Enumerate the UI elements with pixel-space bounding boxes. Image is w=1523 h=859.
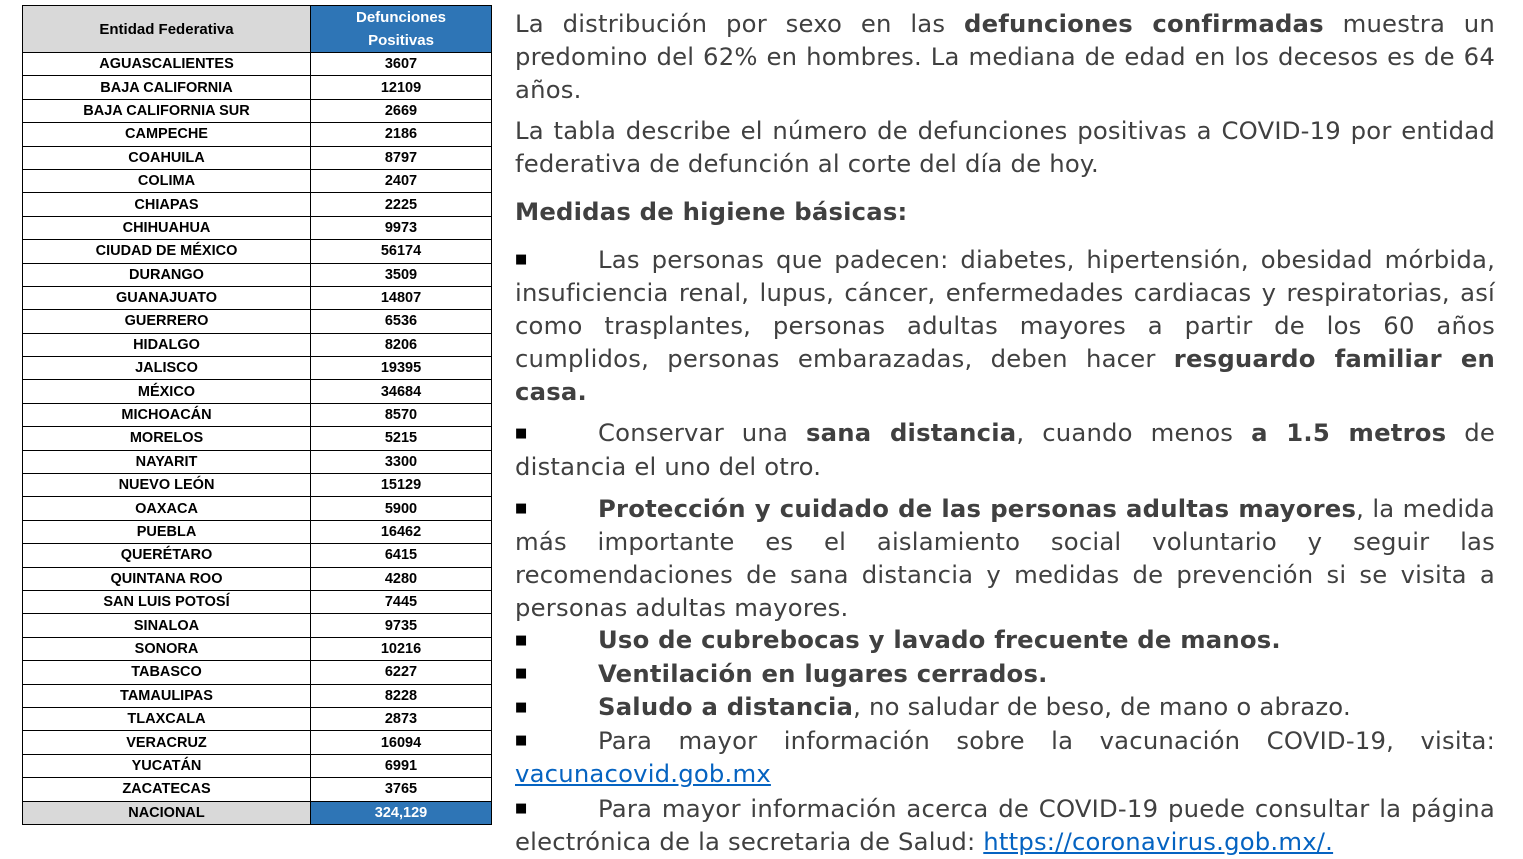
state-name-cell: GUERRERO: [23, 310, 311, 333]
deaths-value-cell: 5215: [311, 427, 492, 450]
state-name-cell: CAMPECHE: [23, 123, 311, 146]
deaths-value-cell: 2873: [311, 707, 492, 730]
hygiene-heading: Medidas de higiene básicas:: [515, 196, 908, 226]
state-name-cell: DURANGO: [23, 263, 311, 286]
table-row: [23, 637, 492, 660]
state-name-cell: PUEBLA: [23, 520, 311, 543]
table-row: [23, 357, 492, 380]
deaths-value-cell: 12109: [311, 76, 492, 99]
state-name-cell: JALISCO: [23, 357, 311, 380]
vacunacovid-link[interactable]: vacunacovid.gob.mx: [515, 758, 771, 788]
table-row: [23, 590, 492, 613]
bullet-square-icon: ■: [515, 801, 528, 817]
state-name-cell: YUCATÁN: [23, 754, 311, 777]
state-name-cell: TABASCO: [23, 661, 311, 684]
deaths-by-state-table: [22, 5, 492, 825]
table-row: [23, 707, 492, 730]
header-deaths-line1: Defunciones: [355, 9, 446, 26]
deaths-value-cell: 3300: [311, 450, 492, 473]
table-row: [23, 731, 492, 754]
state-name-cell: COLIMA: [23, 169, 311, 192]
deaths-value-cell: 15129: [311, 474, 492, 497]
state-name-cell: COAHUILA: [23, 146, 311, 169]
b2-text-e: de distancia el uno del otro.: [515, 418, 1495, 481]
bullet-square-icon: ■: [515, 733, 528, 749]
total-label: NACIONAL: [23, 801, 311, 824]
deaths-value-cell: 16094: [311, 731, 492, 754]
deaths-value-cell: 9973: [311, 216, 492, 239]
deaths-value-cell: 8206: [311, 333, 492, 356]
bullet-square-icon: ■: [515, 501, 528, 517]
table-row: [23, 99, 492, 122]
state-name-cell: HIDALGO: [23, 333, 311, 356]
state-name-cell: GUANAJUATO: [23, 286, 311, 309]
table-row: [23, 567, 492, 590]
state-name-cell: NUEVO LEÓN: [23, 474, 311, 497]
p1-text-a: La distribución por sexo en las: [515, 9, 964, 38]
p1-text-bold: defunciones confirmadas: [964, 9, 1324, 38]
text-column: [515, 8, 1495, 859]
state-name-cell: BAJA CALIFORNIA SUR: [23, 99, 311, 122]
deaths-value-cell: 7445: [311, 590, 492, 613]
table-row: [23, 146, 492, 169]
deaths-value-cell: 10216: [311, 637, 492, 660]
state-name-cell: VERACRUZ: [23, 731, 311, 754]
header-state: Entidad Federativa: [23, 6, 311, 53]
state-name-cell: AGUASCALIENTES: [23, 53, 311, 76]
b8-text: Para mayor información acerca de COVID-19 puede consultar la página electrónica de la secretaria de Salud:: [515, 793, 1495, 857]
table-row: [23, 216, 492, 239]
b2-text-a: Conservar una: [598, 418, 806, 448]
table-row: [23, 169, 492, 192]
table-header-row: [23, 6, 492, 53]
table-row: [23, 520, 492, 543]
bullet-healthy-distance: [515, 417, 1495, 483]
state-name-cell: OAXACA: [23, 497, 311, 520]
bullet-vaccination-info: [515, 725, 1495, 791]
table-row: [23, 403, 492, 426]
b3-text: , la medida más importante es el aislamiento social voluntario y seguir las recomendaciones de sana distancia y medidas de prevención si se visita a personas adultas mayores.: [515, 493, 1495, 622]
deaths-value-cell: 6415: [311, 544, 492, 567]
deaths-value-cell: 5900: [311, 497, 492, 520]
state-name-cell: CHIAPAS: [23, 193, 311, 216]
total-value: 324,129: [311, 801, 492, 824]
deaths-value-cell: 56174: [311, 240, 492, 263]
bullet-older-adults: [515, 493, 1495, 625]
bullet-health-ministry-info: [515, 793, 1495, 859]
table-row: [23, 310, 492, 333]
deaths-value-cell: 2186: [311, 123, 492, 146]
state-name-cell: TAMAULIPAS: [23, 684, 311, 707]
bullet-greeting: [515, 691, 1495, 724]
b3-text-bold: Protección y cuidado de las personas adultas mayores: [598, 493, 1357, 523]
deaths-value-cell: 3765: [311, 778, 492, 801]
state-name-cell: MÉXICO: [23, 380, 311, 403]
state-name-cell: BAJA CALIFORNIA: [23, 76, 311, 99]
header-deaths-line2: Positivas: [368, 32, 434, 49]
table-row: [23, 263, 492, 286]
b1-text: Las personas que padecen: diabetes, hipertensión, obesidad mórbida, insuficiencia renal, lupus, cáncer, enfermedades cardiacas y respiratorias, así como trasplantes, personas adultas mayores a partir de los 60 años cumplidos, personas embarazadas, deben hacer: [515, 244, 1495, 373]
deaths-value-cell: 2225: [311, 193, 492, 216]
b7-text: Para mayor información sobre la vacunación COVID-19, visita:: [598, 725, 1495, 755]
deaths-value-cell: 8570: [311, 403, 492, 426]
table-row: [23, 123, 492, 146]
table-row: [23, 427, 492, 450]
deaths-value-cell: 3509: [311, 263, 492, 286]
bullet-square-icon: ■: [515, 666, 528, 682]
table-row: [23, 778, 492, 801]
state-name-cell: CIUDAD DE MÉXICO: [23, 240, 311, 263]
deaths-value-cell: 8228: [311, 684, 492, 707]
table-row: [23, 497, 492, 520]
deaths-value-cell: 19395: [311, 357, 492, 380]
table-total-row: [23, 801, 492, 824]
bullet-risk-groups: [515, 244, 1495, 409]
table-row: [23, 684, 492, 707]
table-row: [23, 193, 492, 216]
bullet-ventilation: [515, 658, 1495, 691]
table-row: [23, 754, 492, 777]
deaths-value-cell: 6536: [311, 310, 492, 333]
state-name-cell: MICHOACÁN: [23, 403, 311, 426]
table-body: [23, 53, 492, 802]
state-name-cell: QUERÉTARO: [23, 544, 311, 567]
table-row: [23, 333, 492, 356]
table-row: [23, 474, 492, 497]
deaths-value-cell: 16462: [311, 520, 492, 543]
deaths-value-cell: 9735: [311, 614, 492, 637]
state-name-cell: CHIHUAHUA: [23, 216, 311, 239]
table-row: [23, 76, 492, 99]
bullet-square-icon: ■: [515, 252, 528, 268]
table-row: [23, 544, 492, 567]
state-name-cell: QUINTANA ROO: [23, 567, 311, 590]
table-row: [23, 240, 492, 263]
deaths-value-cell: 14807: [311, 286, 492, 309]
state-name-cell: SONORA: [23, 637, 311, 660]
b4-text-bold: Uso de cubrebocas y lavado frecuente de manos.: [598, 625, 1281, 655]
table-row: [23, 53, 492, 76]
coronavirus-gob-link[interactable]: https://coronavirus.gob.mx/.: [983, 827, 1334, 857]
b1-text-bold: resguardo familiar en casa.: [515, 343, 1495, 406]
p1-text-c: muestra un predomino del 62% en hombres. La mediana de edad en los decesos es de 64 años.: [515, 9, 1495, 104]
header-deaths: [311, 6, 492, 53]
table-row: [23, 286, 492, 309]
state-name-cell: TLAXCALA: [23, 707, 311, 730]
deaths-value-cell: 6991: [311, 754, 492, 777]
state-name-cell: SINALOA: [23, 614, 311, 637]
table-row: [23, 661, 492, 684]
paragraph-table-description: La tabla describe el número de defunciones positivas a COVID-19 por entidad federativa de defunción al corte del día de hoy.: [515, 116, 1495, 179]
deaths-value-cell: 2407: [311, 169, 492, 192]
state-name-cell: SAN LUIS POTOSÍ: [23, 590, 311, 613]
b2-text-c: , cuando menos: [1016, 418, 1252, 448]
state-name-cell: MORELOS: [23, 427, 311, 450]
b5-text-bold: Ventilación en lugares cerrados.: [598, 658, 1048, 688]
paragraph-sex-distribution: [515, 8, 1495, 106]
deaths-value-cell: 6227: [311, 661, 492, 684]
deaths-value-cell: 3607: [311, 53, 492, 76]
b2-text-bold-b: a 1.5 metros: [1251, 418, 1447, 448]
table-row: [23, 450, 492, 473]
table-row: [23, 614, 492, 637]
bullet-face-masks: [515, 624, 1495, 657]
table-row: [23, 380, 492, 403]
deaths-value-cell: 4280: [311, 567, 492, 590]
bullet-square-icon: ■: [515, 699, 528, 715]
b6-text: , no saludar de beso, de mano o abrazo.: [853, 692, 1351, 722]
b2-text-bold-a: sana distancia: [805, 418, 1017, 448]
b6-text-bold: Saludo a distancia: [598, 692, 854, 722]
deaths-value-cell: 8797: [311, 146, 492, 169]
state-name-cell: NAYARIT: [23, 450, 311, 473]
bullet-square-icon: ■: [515, 632, 528, 648]
bullet-square-icon: ■: [515, 425, 528, 441]
deaths-value-cell: 34684: [311, 380, 492, 403]
state-name-cell: ZACATECAS: [23, 778, 311, 801]
deaths-value-cell: 2669: [311, 99, 492, 122]
